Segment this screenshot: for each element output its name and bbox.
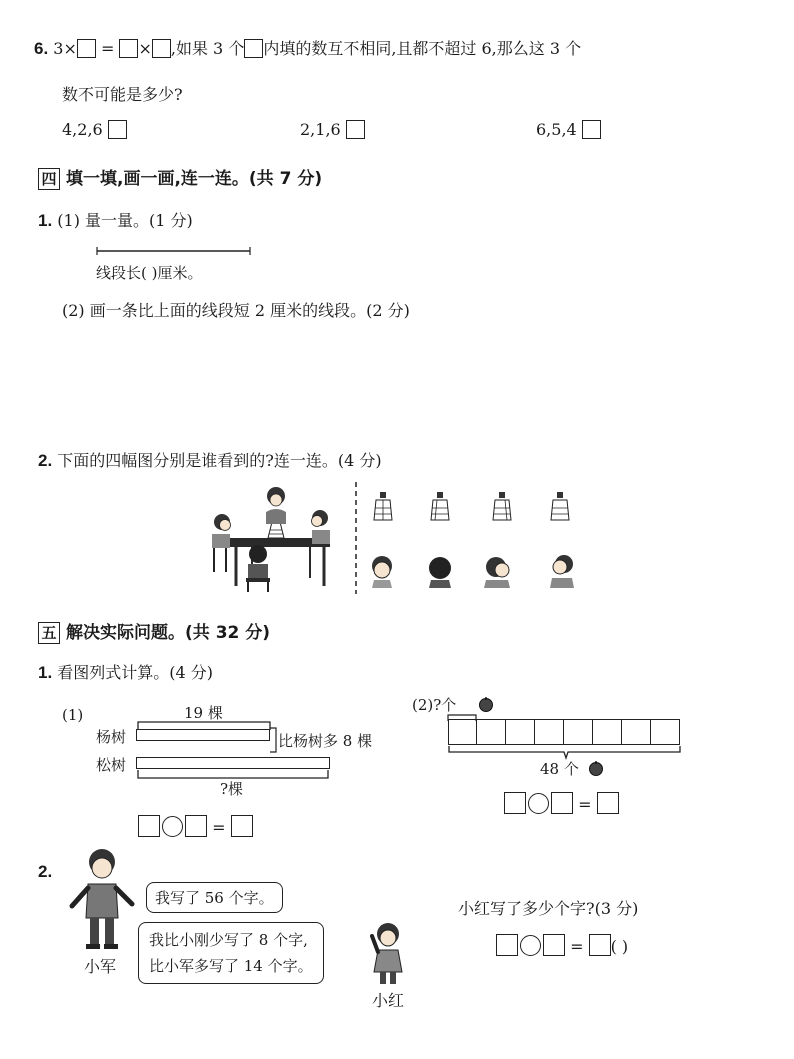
section4-heading — [38, 164, 322, 190]
s4-q1-line — [38, 208, 193, 231]
answer-box[interactable] — [597, 792, 619, 814]
drawing-area[interactable] — [62, 330, 702, 440]
answer-box[interactable] — [551, 792, 573, 814]
p2-segment — [506, 719, 535, 745]
q6-option-3 — [536, 120, 601, 139]
section5-heading — [38, 618, 270, 644]
girl-illustration — [364, 922, 414, 986]
q6-option-2 — [300, 120, 365, 139]
equals-sign: = — [573, 795, 597, 814]
answer-box[interactable] — [504, 792, 526, 814]
operator-circle[interactable] — [520, 935, 541, 956]
answer-box[interactable] — [138, 815, 160, 837]
q6-text1: ,如果 3 个 — [170, 39, 245, 58]
s5-q1-line — [38, 660, 213, 683]
s4-q1-part2: (2) 画一条比上面的线段短 2 厘米的线段。(2 分) — [62, 301, 410, 320]
answer-box[interactable] — [543, 934, 565, 956]
option-checkbox[interactable] — [582, 120, 601, 139]
option-checkbox[interactable] — [108, 120, 127, 139]
girl-name: 小红 — [372, 991, 405, 1010]
answer-box[interactable] — [77, 39, 96, 58]
p1-label: (1) — [62, 706, 84, 724]
section4-tag: 四 — [38, 168, 60, 190]
q6-times: × — [138, 39, 152, 58]
boy-illustration — [66, 848, 136, 952]
p2-segment — [622, 719, 651, 745]
option-checkbox[interactable] — [346, 120, 365, 139]
s5-q1-text: 看图列式计算。(4 分) — [57, 663, 214, 682]
operator-circle[interactable] — [162, 816, 183, 837]
p1-bottom-label: ?棵 — [220, 780, 244, 798]
child-face-4[interactable] — [544, 554, 576, 588]
answer-box[interactable] — [119, 39, 138, 58]
measure-segment — [96, 245, 256, 257]
p2-label-text: (2) — [412, 696, 434, 714]
p2-segment — [651, 719, 680, 745]
child-face-3[interactable] — [482, 556, 516, 588]
p2-top-label: ?个 — [433, 696, 457, 714]
s5-q1-number: 1. — [38, 663, 53, 682]
q6-number: 6. — [34, 39, 49, 58]
s4-q1-fill[interactable]: 线段长( )厘米。 — [96, 264, 203, 282]
q6-pre: 3× — [53, 39, 77, 58]
p1-top-label: 19 棵 — [184, 704, 223, 722]
section5-title: 解决实际问题。(共 32 分) — [66, 623, 271, 643]
bottle-view-1[interactable] — [372, 492, 394, 522]
answer-box[interactable] — [496, 934, 518, 956]
bottle-view-4[interactable] — [549, 492, 571, 522]
pine-bar — [136, 757, 330, 769]
p2-segment — [535, 719, 564, 745]
q2-equation — [496, 934, 628, 956]
answer-box[interactable] — [185, 815, 207, 837]
s4-q2-line — [38, 448, 382, 471]
apple-icon — [588, 760, 604, 776]
girl-bubble-line1: 我比小刚少写了 8 个字, — [149, 931, 308, 949]
p1-extra-label: 比杨树多 8 棵 — [278, 732, 373, 750]
q6-eq: = — [100, 39, 115, 58]
section4-title: 填一填,画一画,连一连。(共 7 分) — [66, 169, 323, 189]
p1-row1-label: 杨树 — [96, 728, 127, 746]
q6-option-text: 6,5,4 — [536, 120, 577, 139]
p1-equation — [138, 815, 253, 837]
unit-paren[interactable]: ( ) — [610, 937, 629, 956]
s4-q2-text: 下面的四幅图分别是谁看到的?连一连。(4 分) — [57, 451, 382, 470]
operator-circle[interactable] — [528, 793, 549, 814]
s4-q1-number: 1. — [38, 211, 53, 230]
s4-q2-number: 2. — [38, 451, 53, 470]
equals-sign: = — [565, 937, 589, 956]
q6-text2: 内填的数互不相同,且都不超过 6,那么这 3 个 — [263, 39, 582, 58]
q6-option-text: 4,2,6 — [62, 120, 103, 139]
bottle-view-3[interactable] — [491, 492, 513, 522]
dashed-divider — [354, 482, 358, 594]
bottle-view-2[interactable] — [429, 492, 451, 522]
q6-line2: 数不可能是多少? — [62, 85, 183, 104]
boy-name: 小军 — [84, 957, 117, 976]
p2-equation — [504, 792, 619, 814]
p2-segment — [564, 719, 593, 745]
p2-segment — [448, 719, 477, 745]
s5-q2-question: 小红写了多少个字?(3 分) — [458, 899, 639, 918]
girl-speech-bubble — [138, 922, 324, 984]
table-scene-illustration — [200, 482, 350, 594]
boy-speech-bubble: 我写了 56 个字。 — [146, 882, 283, 913]
answer-box[interactable] — [589, 934, 611, 956]
p2-bottom-label: 48 个 — [540, 760, 579, 778]
answer-box[interactable] — [231, 815, 253, 837]
child-face-1[interactable] — [368, 556, 396, 588]
answer-box[interactable] — [244, 39, 263, 58]
p2-segment — [593, 719, 622, 745]
section5-tag: 五 — [38, 622, 60, 644]
p2-segment — [477, 719, 506, 745]
s5-q2-number: 2. — [38, 862, 53, 881]
answer-box[interactable] — [152, 39, 171, 58]
child-face-2[interactable] — [426, 556, 454, 588]
q6-option-text: 2,1,6 — [300, 120, 341, 139]
s4-q1-part1: (1) 量一量。(1 分) — [57, 211, 193, 230]
q6-option-1 — [62, 120, 127, 139]
equals-sign: = — [207, 818, 231, 837]
girl-bubble-line2: 比小军多写了 14 个字。 — [149, 957, 313, 975]
p1-row2-label: 松树 — [96, 756, 127, 774]
q6-line1 — [34, 36, 581, 59]
p2-segment-bar — [448, 719, 680, 745]
apple-icon — [478, 696, 494, 712]
poplar-bar — [136, 729, 270, 741]
